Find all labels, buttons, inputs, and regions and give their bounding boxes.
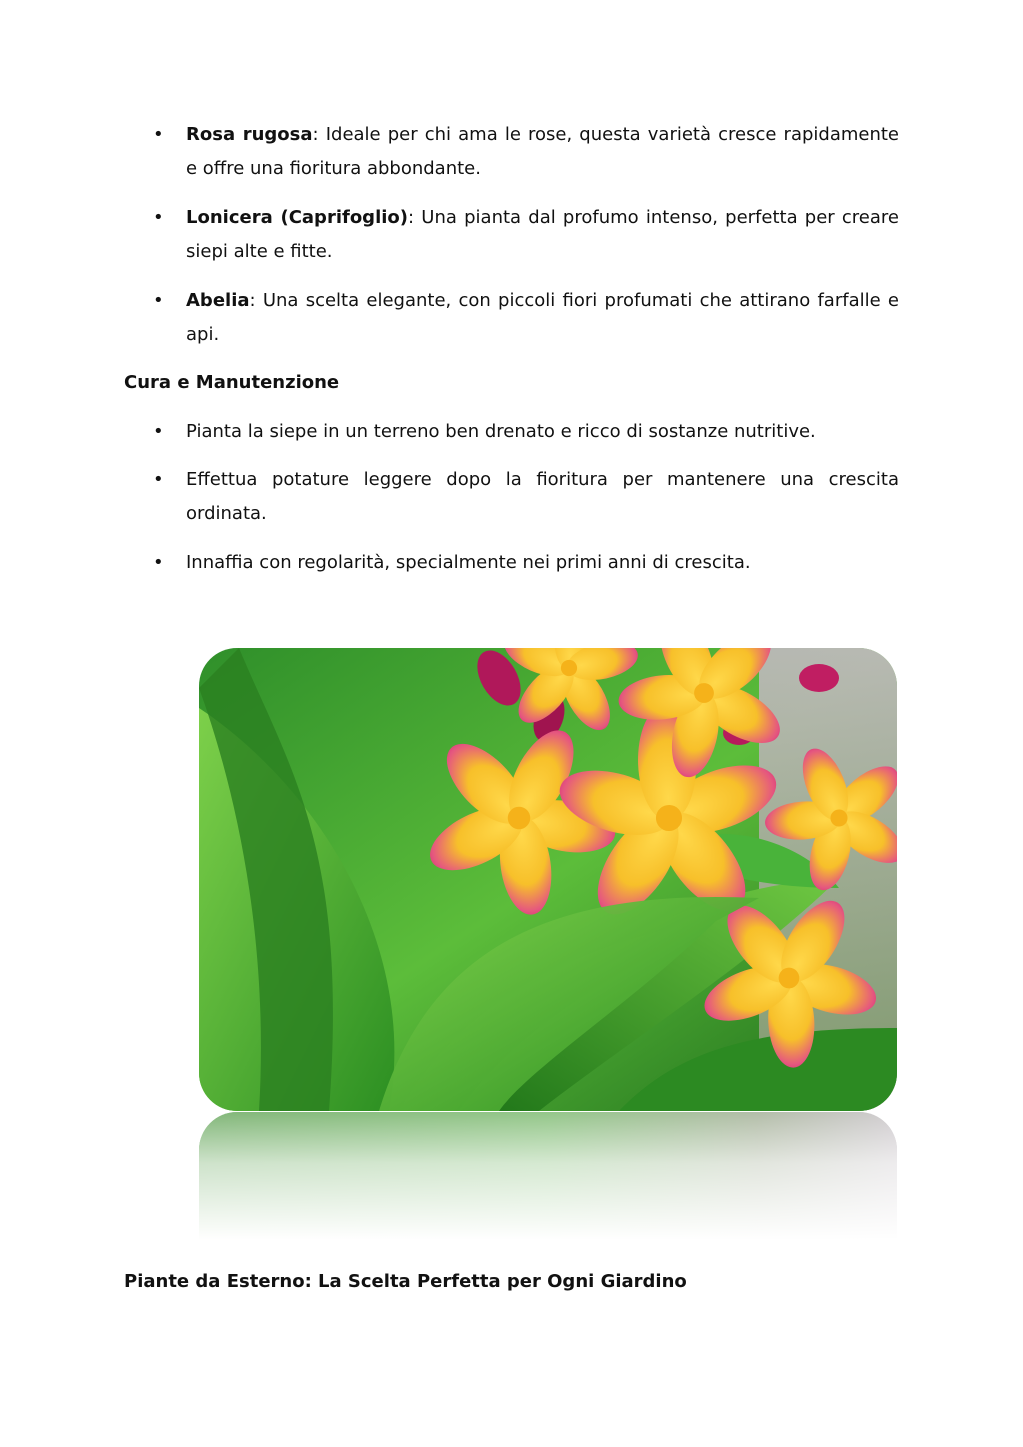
list-item-description: : Ideale per chi ama le rose, questa varietà cresce rapidamente e offre una fioritura abbondante. <box>186 124 900 179</box>
list-item-description: : Una scelta elegante, con piccoli fiori profumati che attirano farfalle e api. <box>186 290 899 345</box>
section-heading: Cura e Manutenzione <box>124 372 340 393</box>
bullet: • <box>153 421 164 442</box>
bullet: • <box>153 207 164 228</box>
plumeria-photo <box>199 648 897 1111</box>
bullet: • <box>153 469 164 490</box>
list-item-term: Abelia <box>186 290 250 311</box>
bullet: • <box>153 290 164 311</box>
bullet: • <box>153 124 164 145</box>
list-item-term: Lonicera (Caprifoglio) <box>186 207 409 228</box>
list-item-text: Effettua potature leggere dopo la fioritura per mantenere una crescita ordinata. <box>186 469 899 524</box>
bullet: • <box>153 552 164 573</box>
list-item-term: Rosa rugosa <box>186 124 313 145</box>
page-heading: Piante da Esterno: La Scelta Perfetta per Ogni Giardino <box>124 1271 687 1292</box>
list-item-description: : Una pianta dal profumo intenso, perfetta per creare siepi alte e fitte. <box>186 207 899 262</box>
list-item-text: Innaffia con regolarità, specialmente nei primi anni di crescita. <box>186 552 751 573</box>
list-item-text: Pianta la siepe in un terreno ben drenato e ricco di sostanze nutritive. <box>186 421 816 442</box>
photo-reflection <box>199 1112 897 1240</box>
